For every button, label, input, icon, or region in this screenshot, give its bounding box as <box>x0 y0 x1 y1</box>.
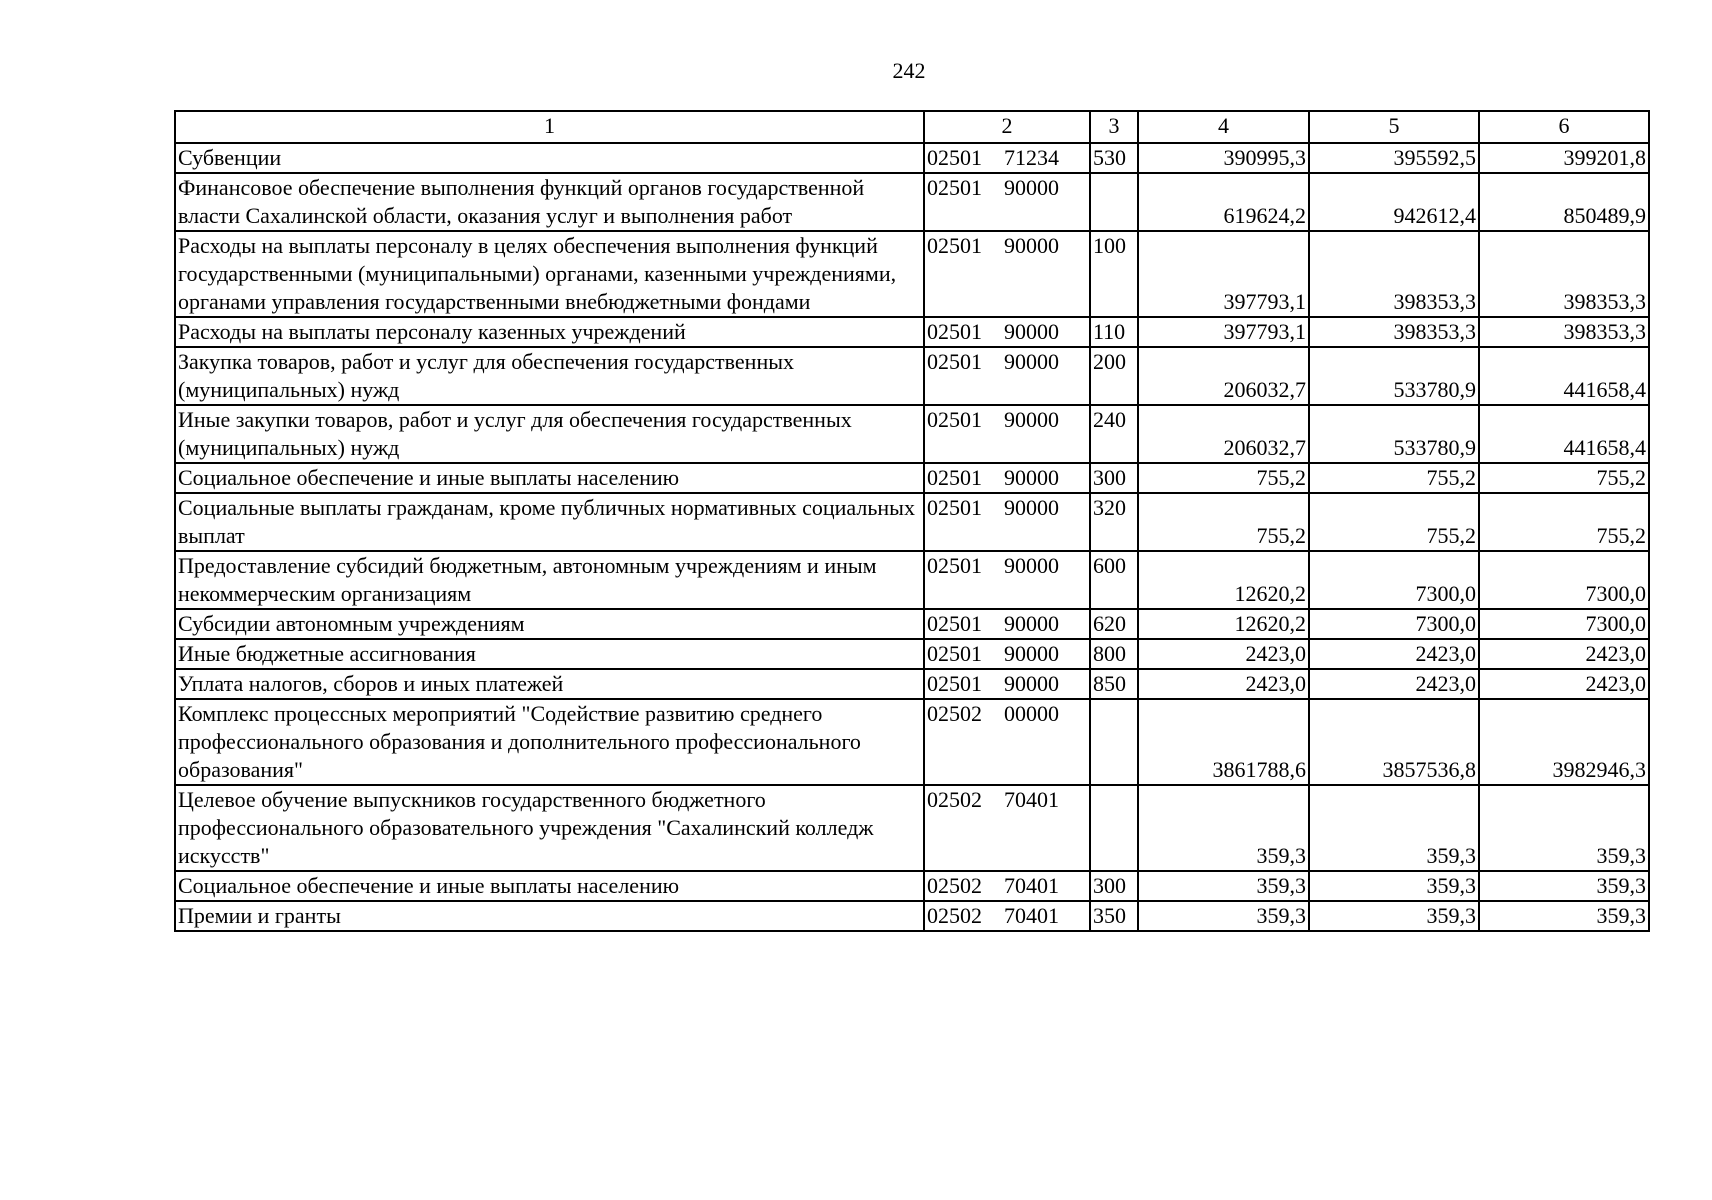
row-name: Закупка товаров, работ и услуг для обеспечения государственных (муниципальных) нужд <box>175 347 924 405</box>
row-amount-4: 359,3 <box>1138 901 1309 931</box>
row-expense-type: 320 <box>1090 493 1138 551</box>
row-amount-5: 533780,9 <box>1309 405 1479 463</box>
row-name: Комплекс процессных мероприятий "Содействие развитию среднего профессионального образования и дополнительного профессионального образования" <box>175 699 924 785</box>
row-amount-6: 441658,4 <box>1479 405 1649 463</box>
row-name: Субсидии автономным учреждениям <box>175 609 924 639</box>
row-amount-6: 2423,0 <box>1479 669 1649 699</box>
row-name: Иные бюджетные ассигнования <box>175 639 924 669</box>
header-cell: 2 <box>924 111 1090 143</box>
code-program: 02501 <box>927 319 982 344</box>
table-row <box>175 405 1649 463</box>
code-direction: 90000 <box>1004 319 1059 344</box>
row-code <box>924 785 1090 871</box>
row-amount-5: 359,3 <box>1309 901 1479 931</box>
row-code <box>924 347 1090 405</box>
row-name: Социальные выплаты гражданам, кроме публичных нормативных социальных выплат <box>175 493 924 551</box>
row-expense-type: 240 <box>1090 405 1138 463</box>
row-code <box>924 463 1090 493</box>
code-direction: 00000 <box>1004 701 1059 726</box>
code-program: 02501 <box>927 553 982 578</box>
table-row <box>175 551 1649 609</box>
row-name: Субвенции <box>175 143 924 173</box>
row-name: Финансовое обеспечение выполнения функций органов государственной власти Сахалинской области, оказания услуг и выполнения работ <box>175 173 924 231</box>
row-code <box>924 173 1090 231</box>
row-name: Социальное обеспечение и иные выплаты населению <box>175 871 924 901</box>
table-row <box>175 609 1649 639</box>
code-direction: 70401 <box>1004 873 1059 898</box>
row-amount-5: 398353,3 <box>1309 231 1479 317</box>
table-row <box>175 347 1649 405</box>
table-row <box>175 669 1649 699</box>
row-code <box>924 143 1090 173</box>
row-expense-type <box>1090 173 1138 231</box>
row-code <box>924 405 1090 463</box>
code-program: 02501 <box>927 175 982 200</box>
row-amount-6: 359,3 <box>1479 785 1649 871</box>
row-expense-type: 100 <box>1090 231 1138 317</box>
code-program: 02501 <box>927 407 982 432</box>
row-amount-5: 3857536,8 <box>1309 699 1479 785</box>
row-amount-5: 2423,0 <box>1309 639 1479 669</box>
row-amount-4: 619624,2 <box>1138 173 1309 231</box>
header-cell: 5 <box>1309 111 1479 143</box>
row-name: Иные закупки товаров, работ и услуг для обеспечения государственных (муниципальных) нужд <box>175 405 924 463</box>
table-row <box>175 143 1649 173</box>
table-row <box>175 173 1649 231</box>
table-row <box>175 493 1649 551</box>
row-amount-5: 395592,5 <box>1309 143 1479 173</box>
row-name: Социальное обеспечение и иные выплаты населению <box>175 463 924 493</box>
row-expense-type: 850 <box>1090 669 1138 699</box>
table-row <box>175 785 1649 871</box>
code-program: 02501 <box>927 349 982 374</box>
row-expense-type: 530 <box>1090 143 1138 173</box>
row-amount-5: 359,3 <box>1309 871 1479 901</box>
row-amount-6: 2423,0 <box>1479 639 1649 669</box>
row-code <box>924 639 1090 669</box>
row-expense-type: 800 <box>1090 639 1138 669</box>
table-row <box>175 871 1649 901</box>
row-amount-6: 7300,0 <box>1479 609 1649 639</box>
row-amount-6: 3982946,3 <box>1479 699 1649 785</box>
code-program: 02502 <box>927 787 982 812</box>
row-amount-4: 397793,1 <box>1138 231 1309 317</box>
row-code <box>924 231 1090 317</box>
header-cell: 4 <box>1138 111 1309 143</box>
code-direction: 70401 <box>1004 903 1059 928</box>
row-code <box>924 871 1090 901</box>
row-expense-type <box>1090 785 1138 871</box>
page-number: 242 <box>892 58 926 83</box>
budget-table <box>174 110 1650 932</box>
code-direction: 90000 <box>1004 175 1059 200</box>
code-direction: 90000 <box>1004 611 1059 636</box>
row-amount-5: 755,2 <box>1309 493 1479 551</box>
code-direction: 90000 <box>1004 233 1059 258</box>
table-row <box>175 231 1649 317</box>
row-amount-6: 398353,3 <box>1479 317 1649 347</box>
code-direction: 71234 <box>1004 145 1059 170</box>
row-code <box>924 317 1090 347</box>
row-code <box>924 669 1090 699</box>
row-amount-5: 398353,3 <box>1309 317 1479 347</box>
header-cell: 3 <box>1090 111 1138 143</box>
row-amount-4: 397793,1 <box>1138 317 1309 347</box>
code-program: 02501 <box>927 495 982 520</box>
table-row <box>175 699 1649 785</box>
row-name: Целевое обучение выпускников государственного бюджетного профессионального образовательного учреждения "Сахалинский колледж искусств" <box>175 785 924 871</box>
row-expense-type: 350 <box>1090 901 1138 931</box>
row-amount-4: 12620,2 <box>1138 551 1309 609</box>
row-amount-6: 359,3 <box>1479 901 1649 931</box>
code-direction: 90000 <box>1004 671 1059 696</box>
code-program: 02501 <box>927 465 982 490</box>
row-code <box>924 609 1090 639</box>
row-amount-4: 2423,0 <box>1138 669 1309 699</box>
table-row <box>175 317 1649 347</box>
row-amount-5: 2423,0 <box>1309 669 1479 699</box>
row-amount-4: 755,2 <box>1138 463 1309 493</box>
row-amount-6: 755,2 <box>1479 463 1649 493</box>
row-amount-5: 533780,9 <box>1309 347 1479 405</box>
row-amount-4: 755,2 <box>1138 493 1309 551</box>
code-direction: 90000 <box>1004 553 1059 578</box>
code-direction: 90000 <box>1004 465 1059 490</box>
row-amount-6: 399201,8 <box>1479 143 1649 173</box>
row-expense-type: 110 <box>1090 317 1138 347</box>
row-code <box>924 493 1090 551</box>
header-row <box>175 111 1649 143</box>
row-amount-5: 7300,0 <box>1309 609 1479 639</box>
row-code <box>924 551 1090 609</box>
table-row <box>175 639 1649 669</box>
header-cell: 6 <box>1479 111 1649 143</box>
table-row <box>175 901 1649 931</box>
row-amount-6: 755,2 <box>1479 493 1649 551</box>
row-amount-6: 850489,9 <box>1479 173 1649 231</box>
row-name: Расходы на выплаты персоналу в целях обеспечения выполнения функций государственными (муниципальными) органами, казенными учреждениями, органами управления государственными внебюджетными фондами <box>175 231 924 317</box>
row-amount-5: 942612,4 <box>1309 173 1479 231</box>
row-amount-5: 755,2 <box>1309 463 1479 493</box>
code-direction: 90000 <box>1004 349 1059 374</box>
code-program: 02502 <box>927 873 982 898</box>
code-program: 02502 <box>927 903 982 928</box>
code-direction: 90000 <box>1004 495 1059 520</box>
row-amount-4: 12620,2 <box>1138 609 1309 639</box>
code-direction: 70401 <box>1004 787 1059 812</box>
row-amount-4: 359,3 <box>1138 871 1309 901</box>
row-amount-5: 7300,0 <box>1309 551 1479 609</box>
row-amount-4: 206032,7 <box>1138 405 1309 463</box>
row-amount-4: 206032,7 <box>1138 347 1309 405</box>
code-direction: 90000 <box>1004 407 1059 432</box>
code-program: 02501 <box>927 671 982 696</box>
row-amount-5: 359,3 <box>1309 785 1479 871</box>
row-expense-type: 300 <box>1090 871 1138 901</box>
code-program: 02501 <box>927 145 982 170</box>
row-expense-type: 300 <box>1090 463 1138 493</box>
code-program: 02501 <box>927 611 982 636</box>
row-code <box>924 699 1090 785</box>
row-amount-4: 359,3 <box>1138 785 1309 871</box>
row-name: Расходы на выплаты персоналу казенных учреждений <box>175 317 924 347</box>
row-amount-4: 3861788,6 <box>1138 699 1309 785</box>
header-cell: 1 <box>175 111 924 143</box>
row-expense-type: 600 <box>1090 551 1138 609</box>
row-amount-6: 359,3 <box>1479 871 1649 901</box>
table-row <box>175 463 1649 493</box>
row-amount-6: 7300,0 <box>1479 551 1649 609</box>
code-program: 02502 <box>927 701 982 726</box>
row-expense-type: 620 <box>1090 609 1138 639</box>
row-expense-type: 200 <box>1090 347 1138 405</box>
row-amount-6: 441658,4 <box>1479 347 1649 405</box>
code-direction: 90000 <box>1004 641 1059 666</box>
row-amount-4: 2423,0 <box>1138 639 1309 669</box>
row-code <box>924 901 1090 931</box>
code-program: 02501 <box>927 233 982 258</box>
row-amount-6: 398353,3 <box>1479 231 1649 317</box>
row-expense-type <box>1090 699 1138 785</box>
row-name: Уплата налогов, сборов и иных платежей <box>175 669 924 699</box>
row-name: Предоставление субсидий бюджетным, автономным учреждениям и иным некоммерческим организациям <box>175 551 924 609</box>
row-name: Премии и гранты <box>175 901 924 931</box>
row-amount-4: 390995,3 <box>1138 143 1309 173</box>
code-program: 02501 <box>927 641 982 666</box>
